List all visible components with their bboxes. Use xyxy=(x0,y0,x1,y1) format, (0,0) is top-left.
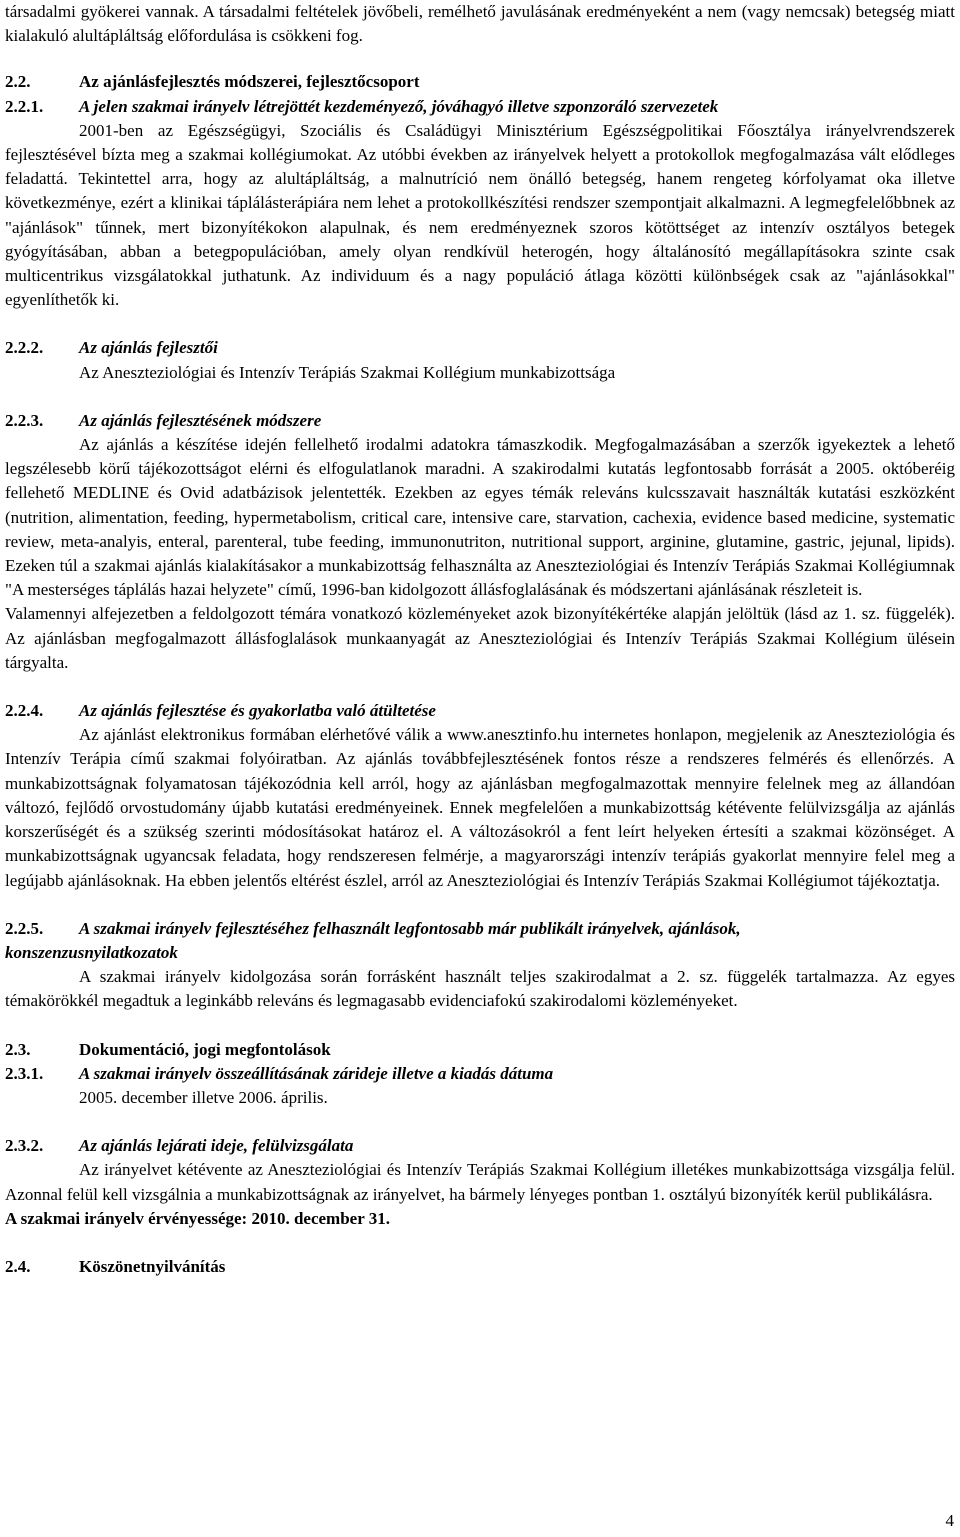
section-2-3-heading xyxy=(5,1038,955,1062)
section-2-2-3-text-2: Valamennyi alfejezetben a feldolgozott témára vonatkozó közleményeket azok bizonyítékértéke alapján jelöltük (lásd az 1. sz. függelék). Az ajánlásban megfogalmazott állásfoglalások munkaanyagát az Aneszteziológiai és Intenzív Terápiás Szakmai Kollégium ülésein tárgyalta. xyxy=(5,604,955,672)
section-2-2-2-text: Az Aneszteziológiai és Intenzív Terápiás Szakmai Kollégium munkabizottsága xyxy=(79,362,616,382)
section-2-2-5-text: A szakmai irányelv kidolgozása során forrásként használt teljes szakirodalmat a 2. sz. függelék tartalmazza. Az egyes témakörökkél megadtuk a leginkább releváns és legmagasabb evidenciafokú szakirodalomi közleményeket. xyxy=(5,967,955,1011)
section-number: 2.3.1. xyxy=(5,1063,44,1083)
section-2-2-4-heading xyxy=(5,699,955,723)
section-number: 2.2. xyxy=(5,72,31,92)
section-2-3-1-text: 2005. december illetve 2006. április. xyxy=(79,1087,328,1107)
section-2-2-3-text-1: Az ajánlás a készítése idején fellelhető irodalmi adatokra támaszkodik. Megfogalmazásában a szerzők igyekeztek a lehető legszélesebb körű tájékozottságot elérni és elfogulatlanok maradni. A szakirodalmi kutatás legfontosabb forrását a 2005. októberéig fellehető MEDLINE és Ovid adatbázisok jelentették. Ezekben az egyes témák releváns kulcsszavait használták kutatási eszközként (nutrition, alimentation, feeding, hypermetabolism, critical care, intensive care, starvation, cachexia, evidence based medicine, systematic review, meta-analyis, enteral, parenteral, tube feeding, immunonutriton, nutritional support, arginine, glutamine, gastric, jejunal, lipids). Ezeken túl a szakmai ajánlás kialakításakor a munkabizottság felhasználta az Aneszteziológiai és Intenzív Terápiás Szakmai Kollégiumnak "A mesterséges táplálás hazai helyzete" című, 1996-ban kidolgozott állásfoglalásának és módszertani ajánlásának részleteit is. xyxy=(5,435,955,600)
section-title: Dokumentáció, jogi megfontolások xyxy=(79,1039,331,1059)
section-title: A szakmai irányelv összeállításának zárideje illetve a kiadás dátuma xyxy=(79,1063,554,1083)
document-content xyxy=(5,0,955,1279)
section-2-2-heading xyxy=(5,70,955,94)
section-2-2-1-text: 2001-ben az Egészségügyi, Szociális és Családügyi Minisztérium Egészségpolitikai Főosztálya irányelvrendszerek fejlesztésével bízta meg a szakmai kollégiumokat. Az utóbbi években az irányelvek helyett a protokollok megfogalmazása vált elődleges feladattá. Tekintettel arra, hogy az alultápláltság, a malnutríció nem önálló betegség, hanem rengeteg kórfolyamat oka illetve következménye, ezért a klinikai táplálásterápiára nem lehet a protokollkészítési rendszer szempontjait alkalmazni. A legmegfelelőbbnek az "ajánlások" tűnnek, mert bizonyítékokon alapulnak, és nem eredményeznek szoros kötöttséget az intenzív osztályos betegek gyógyításában, abban a betegpopulációban, amely olyan rendkívül heterogén, hogy általánosító megállapításokra szinte csak multicentrikus vizsgálatokkal juthatunk. Az individuum és a nagy populáció átlaga közötti különbségek csak az "ajánlásokkal" egyenlíthetők ki. xyxy=(5,120,955,310)
page-number: 4 xyxy=(945,1510,954,1530)
section-number: 2.4. xyxy=(5,1256,31,1276)
section-2-2-2-heading xyxy=(5,336,955,360)
section-2-3-2-heading xyxy=(5,1134,955,1158)
section-title: Köszönetnyilvánítás xyxy=(79,1256,226,1276)
section-number: 2.3.2. xyxy=(5,1136,44,1156)
section-title: Az ajánlás fejlesztése és gyakorlatba való átültetése xyxy=(79,701,436,721)
section-2-2-5-title-continued: konszenzusnyilatkozatok xyxy=(5,942,178,962)
section-number: 2.2.3. xyxy=(5,410,44,430)
section-title: Az ajánlás lejárati ideje, felülvizsgálata xyxy=(79,1136,354,1156)
section-2-3-1-heading xyxy=(5,1062,955,1086)
section-number: 2.2.1. xyxy=(5,96,44,116)
validity-statement: A szakmai irányelv érvényessége: 2010. december 31. xyxy=(5,1208,390,1228)
section-number: 2.3. xyxy=(5,1039,31,1059)
section-title: A szakmai irányelv fejlesztéséhez felhasznált legfontosabb már publikált irányelvek, ajánlások, xyxy=(79,918,741,938)
section-2-2-1 xyxy=(5,95,955,119)
section-number: 2.2.5. xyxy=(5,918,44,938)
section-2-2-3-heading xyxy=(5,409,955,433)
section-number: 2.2.4. xyxy=(5,701,44,721)
section-2-2-4-text: Az ajánlást elektronikus formában elérhetővé válik a www.anesztinfo.hu internetes honlapon, megjelenik az Aneszteziológia és Intenzív Terápia című szakmai folyóiratban. Az ajánlás továbbfejlesztésének fontos része a rendszeres felmérés és ellenőrzés. A munkabizottságnak folyamatosan tájékozódnia kell arról, hogy az ajánlásban megfogalmazottak mennyire felelnek meg az állandóan változó, fejlődő orvostudomány újabb kutatási eredményeinek. Ennek megfelelően a munkabizottság kétévente felülvizsgálja az ajánlás korszerűségét és a szükség szerinti módosításokat határoz el. A változásokról a fent leírt helyeken értesíti a szakmai közönséget. A munkabizottságnak ugyancsak feladata, hogy rendszeresen felmérje, a magyarországi intenzív terápiás gyakorlat mennyire felel meg a legújabb ajánlásoknak. Ha ebben jelentős eltérést észlel, arról az Aneszteziológiai és Intenzív Terápiás Szakmai Kollégiumot tájékoztatja. xyxy=(5,725,955,890)
section-2-4-heading xyxy=(5,1255,955,1279)
section-title: A jelen szakmai irányelv létrejöttét kezdeményező, jóváhagyó illetve szponzoráló szervezetek xyxy=(79,96,719,116)
section-number: 2.2.2. xyxy=(5,338,44,358)
section-title: Az ajánlásfejlesztés módszerei, fejlesztőcsoport xyxy=(79,72,420,92)
intro-paragraph: társadalmi gyökerei vannak. A társadalmi feltételek jövőbeli, remélhető javulásának eredményeként a nem (vagy nemcsak) betegség miatt kialakuló alultápláltság előfordulása is csökkeni fog. xyxy=(5,2,955,46)
section-title: Az ajánlás fejlesztésének módszere xyxy=(79,410,322,430)
section-2-3-2-text: Az irányelvet kétévente az Aneszteziológiai és Intenzív Terápiás Szakmai Kollégium illetékes munkabizottsága vizsgálja felül. Azonnal felül kell vizsgálnia a munkabizottságnak az irányelvet, ha bármely lényeges pontban 1. osztályú bizonyíték kerül publikálásra. xyxy=(5,1160,955,1204)
section-2-2-5-heading xyxy=(5,917,955,941)
section-title: Az ajánlás fejlesztői xyxy=(79,338,218,358)
